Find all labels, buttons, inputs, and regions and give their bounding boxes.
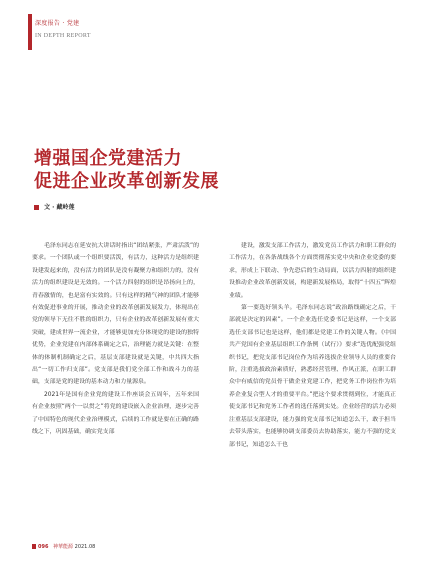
- byline-text: 文 · 藏岭莲: [44, 204, 75, 211]
- section-subtitle: IN DEPTH REPORT: [35, 33, 91, 39]
- footer-accent-mark: [32, 544, 36, 549]
- right-column: [229, 240, 396, 451]
- footer: [38, 543, 95, 550]
- byline-square-icon: [34, 205, 39, 210]
- section-accent-bar: [28, 14, 32, 50]
- body-paragraph: 第一要选好领头羊。毛泽东同志说“政治路线确定之后，干部就是决定的因素”。一个企业选任党委书记是这样，一个支部选任支部书记也是这样，他们都是党建工作的关键人物。《中国共产党国有企业基层组织工作条例（试行）》要求“选优配强党组织书记，把党支部书记岗位作为培养选拔企业领导人员的重要台阶，注重选拔政治素质好，熟悉经营管理、作风正派，在职工群众中有威信的党员骨干做企业党建工作，把党务工作岗位作为培养企业复合型人才的重要平台。”把这个要求贯彻到位，才能真正使支部书记和党务工作者的选任落到实处。企业经营的活力必须注重基层支部建设，能力强的党支部书记知道怎么干，敢于担当去带头落实，也能够协调支部委员去协助落实，能力不强的党支部书记，知道怎么干也: [229, 305, 396, 448]
- byline: [34, 202, 75, 211]
- body-paragraph: 2021年是国有企业党的建设工作座谈会五周年，五年来国有企业按照“两个一以贯之”将党的建设嵌入企业治理，逐步完善了中国特色的现代企业治理模式，后续的工作就是要在正确的路线之下，巩固基础，确实党支部: [32, 391, 199, 436]
- issue-date: 2021.08: [74, 544, 96, 550]
- left-column: [32, 240, 199, 439]
- article-title-line1: 增强国企党建活力: [34, 148, 182, 169]
- magazine-name: 神華能源: [53, 544, 74, 550]
- section-label: 深度报告 · 党建: [35, 20, 80, 27]
- article-title-line2: 促进企业改革创新发展: [34, 171, 219, 192]
- body-paragraph: 建设，激发支部工作活力，激发党员工作活力和职工群众的工作活力，在各条战线各个方面贯彻落实党中央和企业党委的要求，形成上下联动、争先恐后的生动局面，以活力四射的组织建设推动企业改革创新发展，构建新发展格局，取得“十四五”辉煌业绩。: [229, 243, 396, 299]
- body-paragraph: 毛泽东同志在延安抗大讲话时指出“团结紧张，严肃活泼”的要求。一个团队或一个组织要活泼，有活力，这种活力是组织建设建发起来的，没有活力的团队是没有凝聚力和组织力的，没有活力的组织建设是无效的。一个活力四射的组织是昂扬向上的，青春激情的，也是富有实效的。只有这样的精气神的团队才能够有效促进事业的开展，推动企业的改革创新发展发力，体现出在党的领导下无往不胜的组织力，只有企业的改革创新发展有重大突破，建成世界一流企业，才能够更加充分体现党的建设的独特优势，企业党建在内部体系确定之后，治理能力就是关键：在整体的体制机制确定之后，基层支部建设就是关键，中共四大指出“一切工作归支部”。党支部是我们党全部工作和战斗力的基础，支部是党的建设的基本动力和力量源泉。: [32, 243, 199, 386]
- page-number: 096: [38, 544, 49, 550]
